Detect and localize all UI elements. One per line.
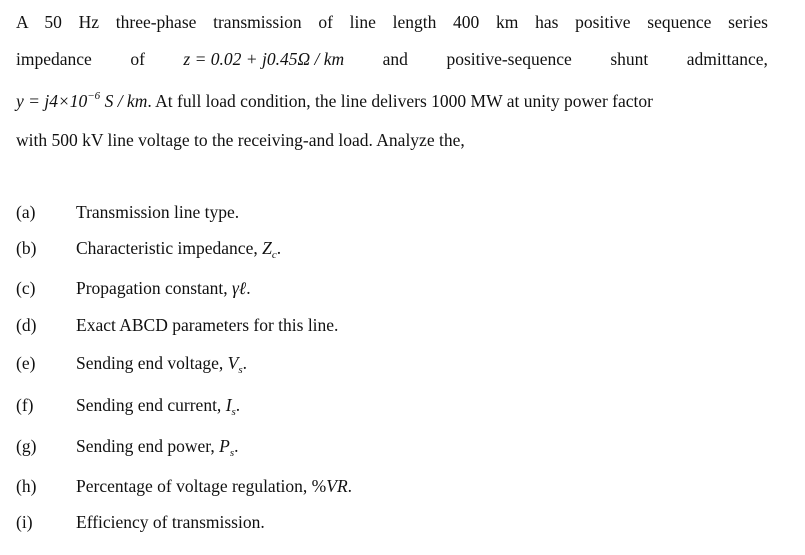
item-subscript: s <box>231 406 236 418</box>
item-text-main: Sending end voltage, <box>76 353 228 373</box>
item-end: . <box>347 476 353 496</box>
item-end: . <box>235 395 241 415</box>
item-symbol: P <box>219 436 230 456</box>
item-symbol: V <box>227 353 239 373</box>
problem-line-1 <box>16 10 768 34</box>
problem-text-3: . At full load condition, the line delivers 1000 MW at unity power factor <box>147 91 653 111</box>
problem-line-2 <box>16 47 768 71</box>
item-text <box>76 276 251 300</box>
item-label: (b) <box>16 238 37 258</box>
problem-text-1: A 50 Hz three-phase transmission of line length 400 km has positive sequence series <box>16 12 768 32</box>
item-text <box>76 236 281 260</box>
item-text-main: Sending end current, <box>76 395 226 415</box>
item-subscript: s <box>229 447 235 459</box>
word-of: of <box>130 49 145 69</box>
item-end: . <box>246 278 251 298</box>
word-and: and <box>382 49 408 69</box>
item-symbol: γℓ <box>232 278 247 298</box>
item-label: (d) <box>16 315 37 335</box>
problem-text-4: with 500 kV line voltage to the receiving-and load. Analyze the, <box>16 130 465 150</box>
problem-line-3 <box>16 89 768 113</box>
item-end: . <box>234 436 239 456</box>
item-text-main: Percentage of voltage regulation, % <box>76 476 327 496</box>
item-text <box>76 351 247 375</box>
item-symbol: Z <box>262 238 272 258</box>
item-text <box>76 393 240 417</box>
item-text <box>76 200 239 224</box>
item-text-main: Efficiency of transmission. <box>76 512 265 532</box>
admittance-prefix: y = j4×10 <box>16 91 88 111</box>
item-label: (a) <box>16 202 36 222</box>
item-text <box>76 510 265 534</box>
word-positive-sequence: positive-sequence <box>446 49 572 69</box>
item-text <box>76 434 239 458</box>
word-shunt: shunt <box>610 49 649 69</box>
item-end: . <box>276 238 282 258</box>
item-text <box>76 474 352 498</box>
item-label: (h) <box>16 476 37 496</box>
item-label: (e) <box>16 353 36 373</box>
item-label: (f) <box>16 395 34 415</box>
problem-line-4 <box>16 128 768 152</box>
admittance-exponent: −6 <box>87 90 101 102</box>
word-admittance: admittance, <box>686 49 768 69</box>
item-text-main: Propagation constant, <box>76 278 233 298</box>
item-subscript: s <box>238 364 243 376</box>
impedance-formula: z = 0.02 + j0.45Ω / km <box>183 49 345 69</box>
item-label: (i) <box>16 512 33 532</box>
item-text <box>76 313 338 337</box>
item-subscript: c <box>271 249 277 261</box>
admittance-formula <box>16 91 147 111</box>
item-text-main: Transmission line type. <box>76 202 240 222</box>
item-label: (c) <box>16 278 36 298</box>
item-end: . <box>242 353 247 373</box>
item-text-main: Characteristic impedance, <box>76 238 263 258</box>
word-impedance: impedance <box>16 49 92 69</box>
item-symbol: VR <box>326 476 348 496</box>
item-label: (g) <box>16 436 37 456</box>
item-text-main: Sending end power, <box>76 436 220 456</box>
admittance-unit: S / km <box>100 91 148 111</box>
item-text-main: Exact ABCD parameters for this line. <box>76 315 339 335</box>
item-symbol: I <box>225 395 232 415</box>
